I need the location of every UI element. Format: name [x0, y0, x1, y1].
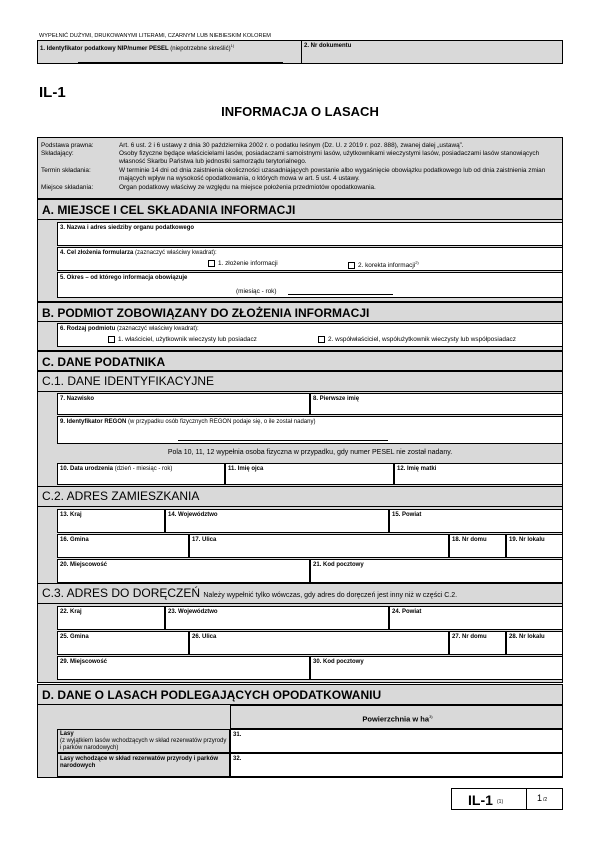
pesel-note: Pola 10, 11, 12 wypełnia osoba fizyczna w przypadku, gdy numer PESEL nie został nadany.	[167, 449, 453, 456]
purpose-label: 4. Cel złożenia formularza	[60, 250, 134, 256]
reserves-row-label-cell	[57, 753, 230, 777]
deadline-text: W terminie 14 dni od dnia zaistnienia okoliczności uzasadniających powstanie albo wygaśnięcie obowiązku podatkowego lub od dnia zaistnienia zmian mających wpływ na wysokość opodatkowania, o których mowa w art. 5 ust. 4 ustawy.	[119, 167, 546, 182]
document-number-label: 2. Nr dokumentu	[304, 43, 352, 49]
delivery-postal-code-label: 30. Kod pocztowy	[313, 659, 364, 665]
form-code: IL-1	[39, 84, 66, 101]
municipality-field[interactable]	[57, 534, 189, 558]
fill-instruction: WYPEŁNIĆ DUŻYMI, DRUKOWANYMI LITERAMI, CZARNYM LUB NIEBIESKIM KOLOREM	[39, 33, 271, 39]
tax-id-note: (niepotrzebne skreślić)	[170, 46, 231, 52]
tax-office-field[interactable]	[57, 222, 563, 246]
footer-form-code: IL-1	[468, 792, 493, 808]
forests-area-label: 31.	[233, 732, 242, 738]
forests-area-field[interactable]	[230, 729, 563, 753]
delivery-city-label: 29. Miejscowość	[60, 659, 108, 665]
reserves-label: Lasy wchodzące w skład rezerwatów przyrody i parków narodowych	[60, 756, 219, 769]
forests-row-label-cell	[57, 729, 230, 753]
regon-label: 9. Identyfikator REGON	[60, 419, 127, 425]
birth-date-field[interactable]: 10. Data urodzenia (dzień - miesiąc - rok)	[57, 463, 225, 485]
section-c1-header: C.1. DANE IDENTYFIKACYJNE	[37, 371, 563, 392]
page-title: INFORMACJA O LASACH	[221, 104, 379, 119]
house-number-label: 18. Nr domu	[452, 537, 487, 543]
delivery-municipality-label: 25. Gmina	[60, 634, 89, 640]
apartment-number-field[interactable]	[506, 534, 563, 558]
forests-note: (z wyjątkiem lasów wchodzących w skład rezerwatów przyrody i parków narodowych)	[60, 738, 227, 751]
father-name-field[interactable]	[225, 463, 394, 485]
delivery-municipality-field[interactable]	[57, 631, 189, 655]
period-input[interactable]	[288, 290, 393, 295]
option-co-owner[interactable]: 2. współwłaściciel, współużytkownik wieczysty lub współposiadacz	[318, 336, 516, 343]
tax-office-label: 3. Nazwa i adres siedziby organu podatkowego	[60, 225, 195, 231]
voivodeship-field[interactable]	[165, 509, 389, 533]
father-name-label: 11. Imię ojca	[228, 466, 264, 472]
footer-page-box	[527, 788, 563, 810]
delivery-postal-code-field[interactable]	[310, 656, 563, 680]
section-c3-title: C.3. ADRES DO DORĘCZEŃ	[42, 586, 201, 600]
legal-basis-label: Podstawa prawna:	[41, 142, 94, 149]
section-b-header: B. PODMIOT ZOBOWIĄZANY DO ZŁOŻENIA INFORMACJI	[37, 302, 563, 322]
delivery-country-label: 22. Kraj	[60, 609, 82, 615]
option-submission[interactable]: 1. złożenie informacji	[208, 260, 278, 267]
apartment-number-label: 19. Nr lokalu	[509, 537, 545, 543]
period-hint: (miesiąc - rok)	[236, 288, 277, 295]
first-name-label: 8. Pierwsze imię	[313, 396, 360, 402]
delivery-apartment-number-field[interactable]	[506, 631, 563, 655]
delivery-apartment-number-label: 28. Nr lokalu	[509, 634, 545, 640]
purpose-field: 4. Cel złożenia formularza (zaznaczyć właściwy kwadrat): 1. złożenie informacji 2. korekta informacji$^{2)}$	[57, 247, 563, 271]
country-label: 13. Kraj	[60, 512, 82, 518]
legal-basis-text: Art. 6 ust. 2 i 6 ustawy z dnia 30 października 2002 r. o podatku leśnym (Dz. U. z 2019 r. poz. 888), zwanej dalej „ustawą”.	[119, 142, 464, 149]
city-field[interactable]	[57, 559, 310, 583]
section-a-header: A. MIEJSCE I CEL SKŁADANIA INFORMACJI	[37, 199, 563, 220]
place-label: Miejsce składania:	[41, 184, 94, 191]
regon-input[interactable]	[178, 436, 388, 441]
intro-box	[37, 137, 563, 199]
place-text: Organ podatkowy właściwy ze względu na miejsce położenia przedmiotów opodatkowania.	[119, 184, 376, 191]
section-c3-header	[37, 583, 563, 604]
reserves-area-field[interactable]	[230, 753, 563, 777]
house-number-field[interactable]	[449, 534, 506, 558]
document-number-box	[301, 40, 563, 64]
section-c-header: C. DANE PODATNIKA	[37, 351, 563, 371]
delivery-country-field[interactable]	[57, 606, 165, 630]
country-field[interactable]	[57, 509, 165, 533]
section-d-header: D. DANE O LASACH PODLEGAJĄCYCH OPODATKOWANIU	[37, 684, 563, 705]
footer-version: (1)	[497, 799, 504, 805]
delivery-house-number-label: 27. Nr domu	[452, 634, 487, 640]
footer-form-code-box	[451, 788, 527, 810]
first-name-field[interactable]	[310, 393, 563, 415]
delivery-county-field[interactable]	[389, 606, 563, 630]
county-label: 15. Powiat	[392, 512, 422, 518]
municipality-label: 16. Gmina	[60, 537, 89, 543]
option-correction[interactable]: 2. korekta informacji$^{2)}$	[348, 260, 419, 269]
surname-field[interactable]	[57, 393, 310, 415]
entity-type-field: 6. Rodzaj podmiotu (zaznaczyć właściwy kwadrat): 1. właściciel, użytkownik wieczysty lub posiadacz 2. współwłaściciel, współużytkownik wieczysty lub współposiadacz	[57, 323, 563, 347]
delivery-street-label: 26. Ulica	[192, 634, 217, 640]
voivodeship-label: 14. Województwo	[168, 512, 218, 518]
filer-text: Osoby fizyczne będące właścicielami lasów, posiadaczami samoistnymi lasów, użytkownikami wieczystymi lasów, posiadaczami lasów stanowiących własność Skarbu Państwa lub jednostki samorządu terytorialnego.	[119, 150, 540, 165]
tax-id-box: 1. Identyfikator podatkowy NIP/numer PESEL (niepotrzebne skreślić)$^{1)}$	[37, 40, 301, 64]
area-column-label: Powierzchnia w ha	[362, 714, 430, 724]
section-c3-note: Należy wypełnić tylko wówczas, gdy adres do doręczeń jest inny niż w części C.2.	[203, 592, 458, 599]
surname-label: 7. Nazwisko	[60, 396, 95, 402]
birth-date-label: 10. Data urodzenia	[60, 466, 114, 472]
period-label: 5. Okres – od którego informacja obowiązuje	[60, 275, 188, 281]
mother-name-field[interactable]	[394, 463, 563, 485]
section-c2-header: C.2. ADRES ZAMIESZKANIA	[37, 486, 563, 507]
filer-label: Składający:	[41, 150, 74, 157]
delivery-street-field[interactable]	[189, 631, 449, 655]
tax-id-input[interactable]	[78, 58, 283, 63]
deadline-label: Termin składania:	[41, 167, 91, 174]
tax-id-label: 1. Identyfikator podatkowy NIP/numer PESEL	[40, 46, 169, 52]
county-field[interactable]	[389, 509, 563, 533]
footer-page-number: 1	[537, 793, 543, 803]
footer-page-total: /2	[543, 797, 548, 803]
city-label: 20. Miejscowość	[60, 562, 108, 568]
forests-label: Lasy	[60, 731, 74, 737]
street-field[interactable]	[189, 534, 449, 558]
reserves-area-label: 32.	[233, 756, 242, 762]
delivery-voivodeship-label: 23. Województwo	[168, 609, 218, 615]
option-owner[interactable]: 1. właściciel, użytkownik wieczysty lub posiadacz	[108, 336, 257, 343]
postal-code-field[interactable]	[310, 559, 563, 583]
delivery-house-number-field[interactable]	[449, 631, 506, 655]
period-field[interactable]	[57, 272, 563, 298]
postal-code-label: 21. Kod pocztowy	[313, 562, 364, 568]
mother-name-label: 12. Imię matki	[397, 466, 437, 472]
area-column-header: Powierzchnia w $ha^{3)}$	[230, 705, 563, 729]
street-label: 17. Ulica	[192, 537, 217, 543]
entity-type-label: 6. Rodzaj podmiotu	[60, 326, 116, 332]
regon-field[interactable]: 9. Identyfikator REGON (w przypadku osób fizycznych REGON podaje się, o ile został nadany)	[57, 416, 563, 444]
delivery-city-field[interactable]	[57, 656, 310, 680]
delivery-voivodeship-field[interactable]	[165, 606, 389, 630]
delivery-county-label: 24. Powiat	[392, 609, 422, 615]
